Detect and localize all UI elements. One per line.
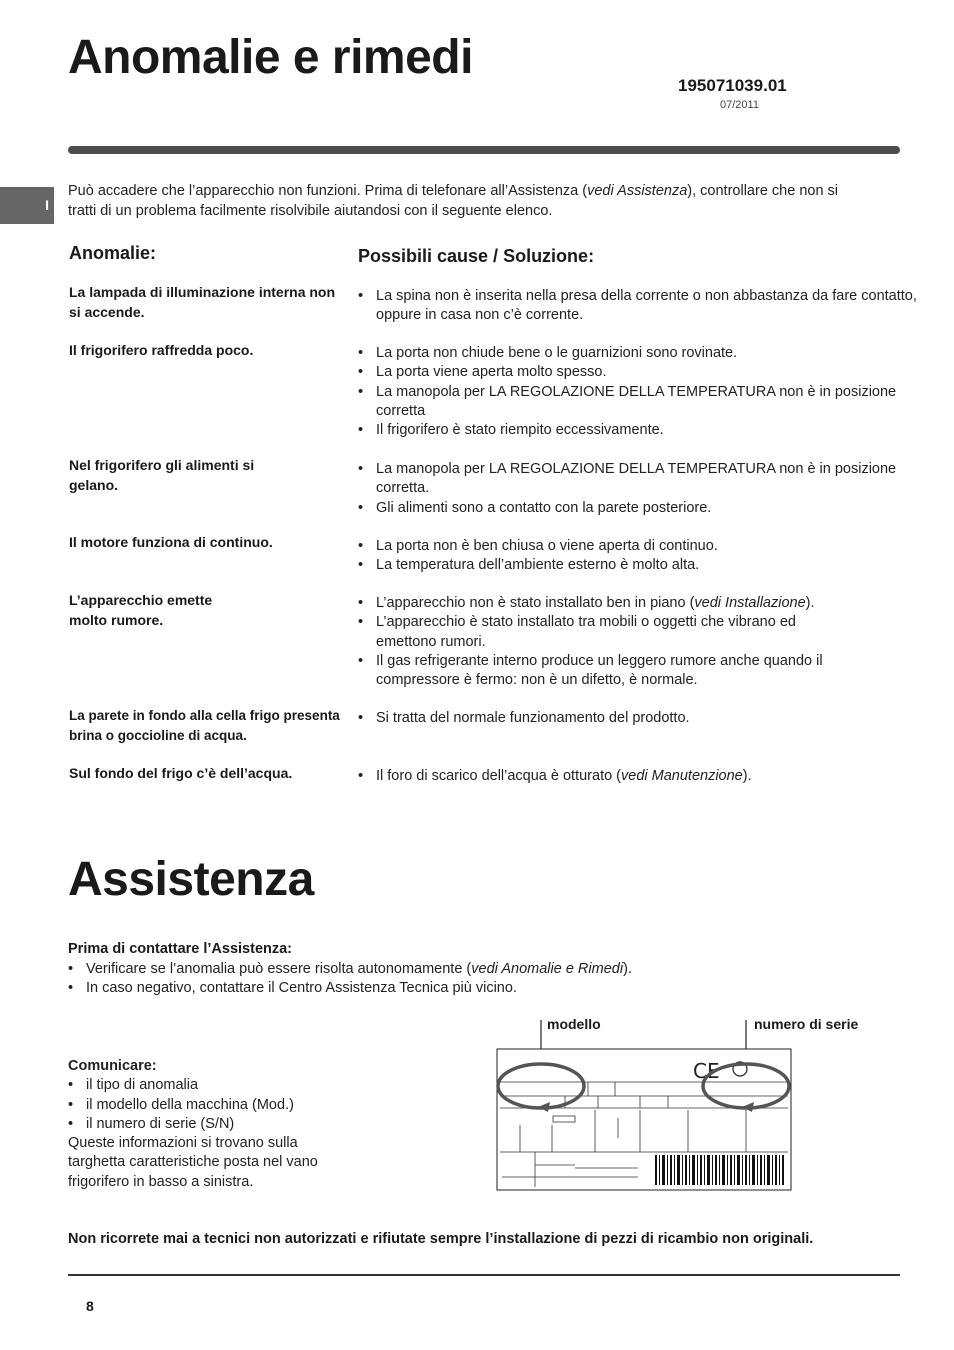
solution-list — [358, 344, 918, 440]
anomaly-item: Nel frigorifero gli alimenti si gelano. — [69, 457, 255, 493]
solution-text-end: ). — [805, 595, 815, 611]
svg-text:CE: CE — [693, 1059, 720, 1083]
check-text: Verificare se l’anomalia può essere risolta autonomamente ( — [86, 960, 472, 977]
solution-text: Il foro di scarico dell’acqua è otturato ( — [376, 768, 622, 784]
language-tab — [0, 187, 54, 224]
solution-text: L’apparecchio non è stato installato ben in piano ( — [376, 595, 695, 611]
footer-divider — [68, 1274, 900, 1276]
document-code: 195071039.01 — [678, 76, 787, 95]
solution-item: • La porta non chiude bene o le guarnizioni sono rovinate. — [358, 344, 918, 363]
solution-item: • La spina non è inserita nella presa della corrente o non abbastanza da fare contatto, oppure in casa non c’è corrente. — [358, 287, 918, 326]
check-item — [68, 960, 768, 980]
communicate-item: • il numero di serie (S/N) — [68, 1115, 358, 1134]
page-number: 8 — [86, 1298, 94, 1314]
check-item: • In caso negativo, contattare il Centro Assistenza Tecnica più vicino. — [68, 979, 768, 999]
solution-item: • La porta non è ben chiusa o viene aperta di continuo. — [358, 537, 918, 556]
check-reference: vedi Anomalie e Rimedi — [471, 960, 624, 977]
header-divider — [68, 146, 900, 154]
communicate-list — [68, 1076, 358, 1134]
communicate-item: • il tipo di anomalia — [68, 1076, 358, 1095]
solution-list — [358, 709, 918, 728]
anomalies-heading: Anomalie: — [69, 243, 157, 263]
solution-list — [358, 287, 918, 326]
anomaly-item: Il frigorifero raffredda poco. — [69, 342, 254, 358]
communicate-note: Queste informazioni si trovano sulla targhetta caratteristiche posta nel vano frigorifero in basso a sinistra. — [68, 1135, 318, 1190]
anomaly-item: L’apparecchio emette molto rumore. — [69, 592, 213, 628]
language-tab-label: I — [45, 197, 49, 213]
rating-plate-illustration — [490, 1010, 800, 1195]
solution-reference: vedi Manutenzione — [621, 768, 743, 784]
anomaly-item: Sul fondo del frigo c’è dell’acqua. — [69, 765, 293, 781]
before-contact-list — [68, 960, 768, 999]
solution-item — [358, 767, 918, 786]
check-text-end: ). — [623, 960, 632, 977]
communicate-heading: Comunicare: — [68, 1058, 157, 1074]
solution-list — [358, 594, 918, 690]
model-label: modello — [547, 1016, 601, 1032]
page-title: Anomalie e rimedi — [68, 31, 473, 84]
solution-item: • Gli alimenti sono a contatto con la parete posteriore. — [358, 499, 918, 518]
solution-item: • La porta viene aperta molto spesso. — [358, 363, 918, 382]
solutions-heading: Possibili cause / Soluzione: — [358, 246, 595, 266]
before-contact-heading: Prima di contattare l’Assistenza: — [68, 941, 293, 957]
solution-item: • La manopola per LA REGOLAZIONE DELLA TEMPERATURA non è in posizione corretta. — [358, 460, 918, 499]
intro-paragraph — [68, 182, 848, 221]
intro-text-1: Può accadere che l’apparecchio non funzioni. Prima di telefonare all’Assistenza ( — [68, 183, 588, 199]
solution-text-end: ). — [742, 768, 752, 784]
solution-list — [358, 767, 918, 786]
warning-text: Non ricorrete mai a tecnici non autorizzati e rifiutate sempre l’installazione di pezzi di ricambio non originali. — [68, 1231, 814, 1247]
solution-item — [358, 594, 918, 613]
solution-item: • Il gas refrigerante interno produce un leggero rumore anche quando il compressore è fermo: non è un difetto, è normale. — [358, 652, 866, 691]
intro-reference: vedi Assistenza — [587, 183, 688, 199]
section-title: Assistenza — [68, 853, 314, 906]
solution-item: • La manopola per LA REGOLAZIONE DELLA TEMPERATURA non è in posizione corretta — [358, 383, 918, 422]
solution-item: • L’apparecchio è stato installato tra mobili o oggetti che vibrano ed emettono rumori. — [358, 613, 806, 652]
solution-list — [358, 460, 918, 518]
before-contact-block — [68, 940, 768, 999]
communicate-item: • il modello della macchina (Mod.) — [68, 1096, 358, 1115]
document-date: 07/2011 — [720, 99, 759, 111]
solution-item: • La temperatura dell’ambiente esterno è molto alta. — [358, 556, 918, 575]
solution-reference: vedi Installazione — [694, 595, 806, 611]
anomaly-item: Il motore funziona di continuo. — [69, 534, 273, 550]
solution-item: • Si tratta del normale funzionamento del prodotto. — [358, 709, 918, 728]
solution-item: • Il frigorifero è stato riempito eccessivamente. — [358, 421, 918, 440]
serial-number-label: numero di serie — [754, 1016, 859, 1032]
solution-list — [358, 537, 918, 576]
communicate-block — [68, 1057, 358, 1192]
intro-text-2: ), controllare che non si tratti di un problema facilmente risolvibile aiutandosi con il seguente elenco. — [68, 183, 839, 219]
anomaly-item: La parete in fondo alla cella frigo presenta brina o goccioline di acqua. — [69, 708, 340, 743]
anomaly-item: La lampada di illuminazione interna non si accende. — [69, 284, 336, 320]
